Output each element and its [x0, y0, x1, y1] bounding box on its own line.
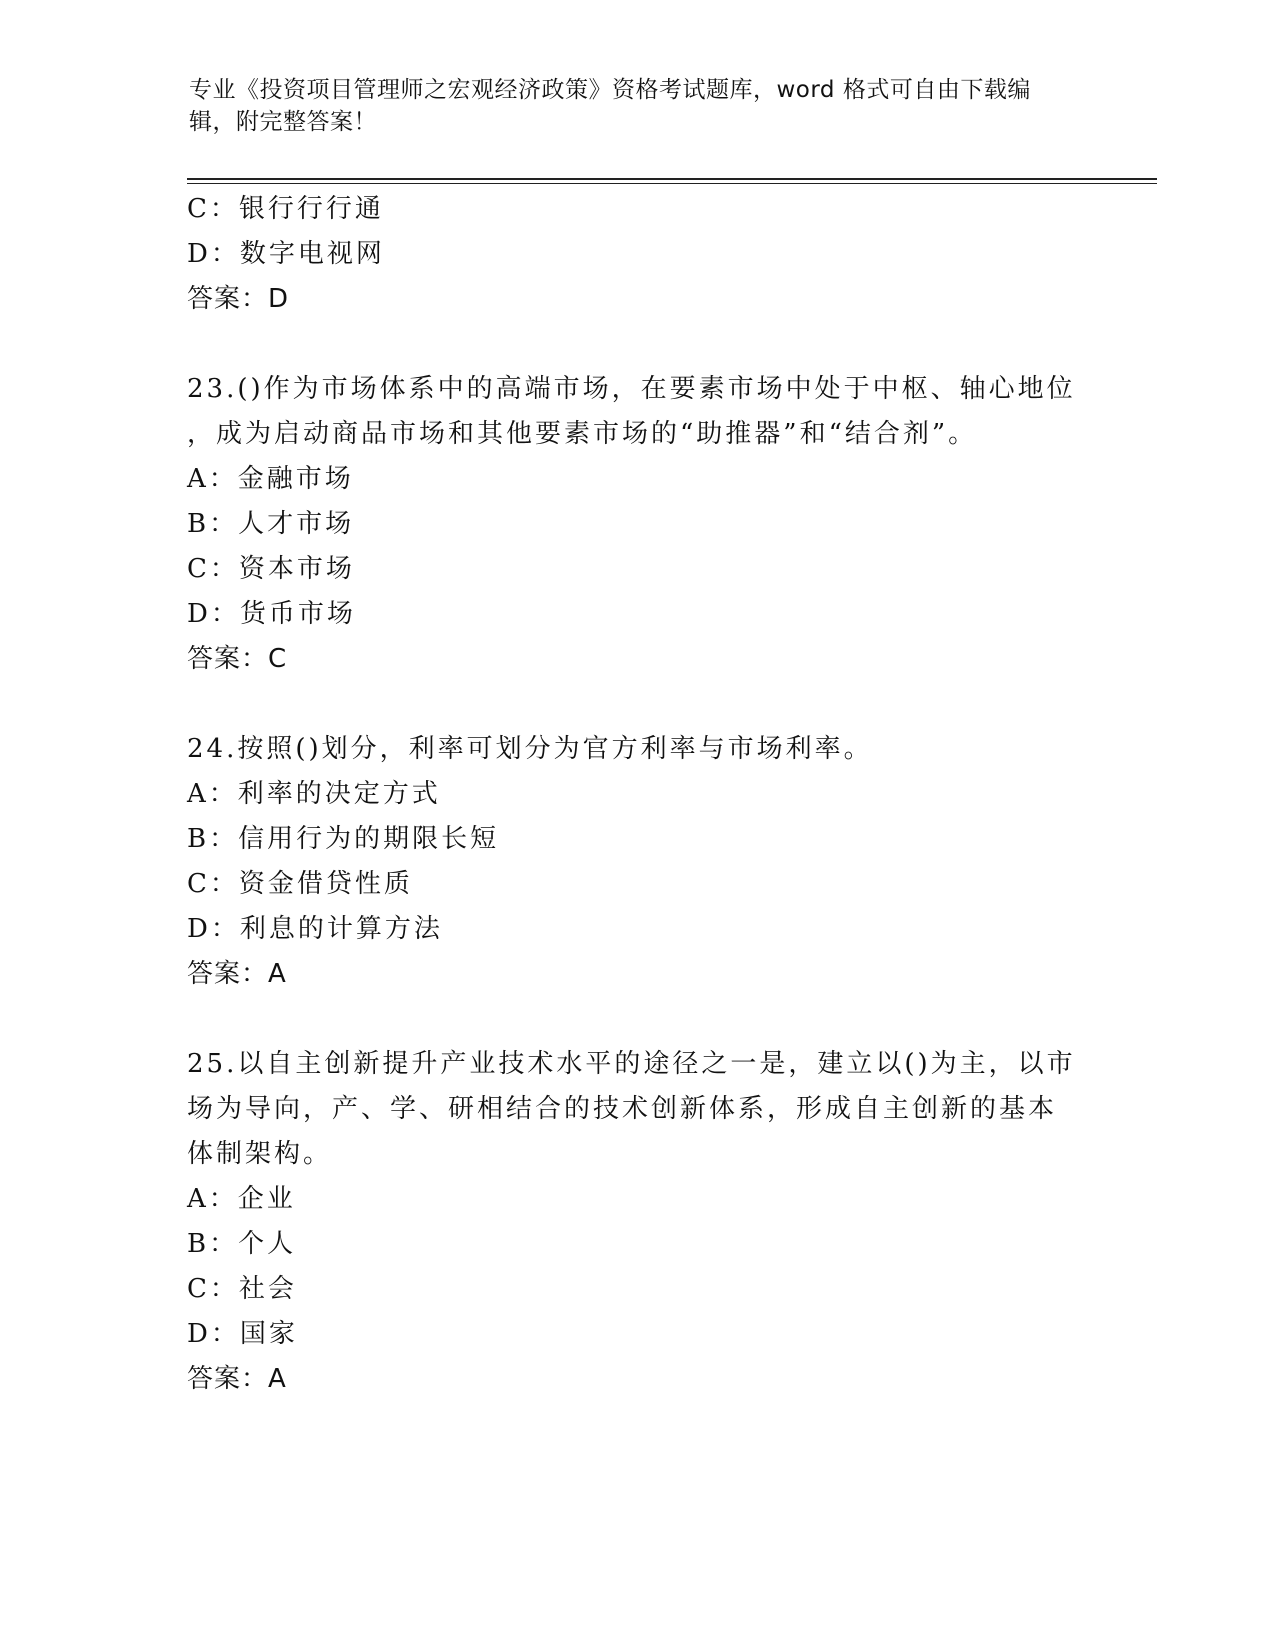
- option-c: C：银行行行通: [187, 194, 384, 224]
- question-23-option-a: A：金融市场: [187, 464, 354, 494]
- question-25-stem-line-3: 体制架构。: [187, 1139, 333, 1169]
- header-line-2: 辑，附完整答案！: [189, 109, 377, 135]
- question-25-answer: 答案：A: [187, 1364, 287, 1394]
- header-divider-thin: [187, 183, 1157, 184]
- question-23-option-b: B：人才市场: [187, 509, 355, 539]
- question-25-option-a: A：企业: [187, 1184, 296, 1214]
- question-25-stem-line-1: 25.以自主创新提升产业技术水平的途径之一是，建立以()为主，以市: [187, 1049, 1076, 1079]
- question-23-stem-line-2: ，成为启动商品市场和其他要素市场的“助推器”和“结合剂”。: [187, 419, 978, 449]
- question-24-option-d: D：利息的计算方法: [187, 914, 443, 944]
- question-25-option-b: B：个人: [187, 1229, 297, 1259]
- question-24-option-b: B：信用行为的期限长短: [187, 824, 500, 854]
- document-header: [189, 74, 1089, 138]
- header-line-1: 专业《投资项目管理师之宏观经济政策》资格考试题库，word 格式可自由下载编: [189, 77, 1031, 103]
- answer-line: 答案：D: [187, 284, 290, 314]
- question-23-option-c: C：资本市场: [187, 554, 355, 584]
- question-23-option-d: D：货币市场: [187, 599, 356, 629]
- question-25-option-d: D：国家: [187, 1319, 298, 1349]
- question-25-stem-line-2: 场为导向，产、学、研相结合的技术创新体系，形成自主创新的基本: [187, 1094, 1058, 1124]
- question-23-answer: 答案：C: [187, 644, 288, 674]
- question-23-stem-line-1: 23.()作为市场体系中的高端市场，在要素市场中处于中枢、轴心地位: [187, 374, 1076, 404]
- question-24-option-a: A：利率的决定方式: [187, 779, 441, 809]
- header-divider: [187, 178, 1157, 180]
- option-d: D：数字电视网: [187, 239, 385, 269]
- question-25-option-c: C：社会: [187, 1274, 297, 1304]
- question-24-answer: 答案：A: [187, 959, 287, 989]
- question-24-option-c: C：资金借贷性质: [187, 869, 413, 899]
- question-24-stem-line-1: 24.按照()划分，利率可划分为官方利率与市场利率。: [187, 734, 873, 764]
